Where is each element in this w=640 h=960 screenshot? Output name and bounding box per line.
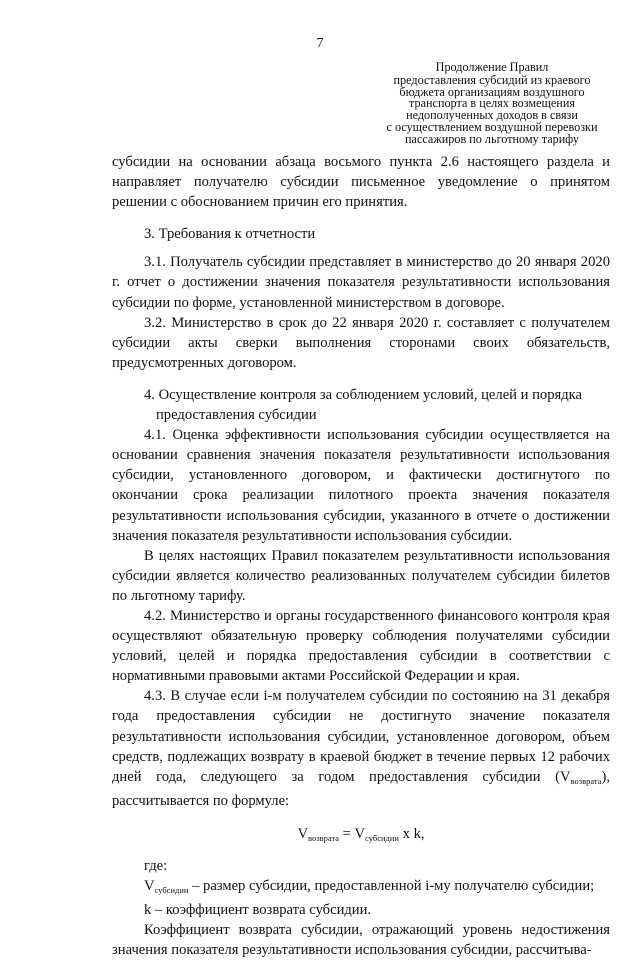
- definition-v-subsidy: $V_{субсидии}$ – размер субсидии, предоставленной i-му получателю субсидии;: [144, 878, 595, 896]
- paragraph-3-1: 3.1. Получатель субсидии представляет в министерство до 20 января 2020 г. отчет о достижении значения показателя результативности использования субсидии по форме, установленной министерством в договоре.: [112, 254, 610, 311]
- formula: $V_{возврата} = V_{субсидии}$ x k,: [297, 825, 425, 843]
- header-line: с осуществлением воздушной перевозки: [386, 119, 598, 134]
- paragraph-4-2: 4.2. Министерство и органы государственного финансового контроля края осуществляют обязательную проверку соблюдения получателями субсидии условий, целей и порядка предоставления субсидии в соответствии с нормативными правовыми актами Российской Федерации и края.: [112, 607, 610, 685]
- section-3-heading: 3. Требования к отчетности: [144, 226, 316, 243]
- paragraph-intro: субсидии на основании абзаца восьмого пункта 2.6 настоящего раздела и направляет получателю субсидии письменное уведомление о принятом решении с обоснованием причин его принятия.: [112, 154, 610, 211]
- where-label: где:: [144, 858, 168, 874]
- document-body: [112, 152, 610, 960]
- paragraph-4-3: 4.3. В случае если i-м получателем субсидии по состоянию на 31 декабря года предоставления субсидии не достигнуто значение показателя результативности использования субсидии, установленное договором, объем средств, подлежащих возврату в краевой бюджет в течение первых 12 рабочих дней года, следующего за годом предоставления субсидии $(V_{возврата})$, рассчитывается по формуле:: [112, 688, 610, 809]
- header-line: недополученных доходов в связи: [406, 108, 578, 123]
- paragraph-4-1: 4.1. Оценка эффективности использования субсидии осуществляется на основании сравнения значения показателя результативности использования субсидии, установленного договором, и фактически достигнутого по окончании срока реализации пилотного проекта значения показателя результативности использования субсидии, указанного в отчете о достижении значения показателя результативности использования субсидии.: [112, 427, 610, 544]
- header-line: бюджета организациям воздушного: [399, 84, 585, 99]
- header-line: пассажиров по льготному тарифу: [405, 131, 579, 146]
- section-4-heading: [112, 385, 610, 425]
- paragraph-4-1-note: В целях настоящих Правил показателем результативности использования субсидии является количество реализованных получателем субсидии билетов по льготному тарифу.: [112, 547, 610, 604]
- subscript: возврата: [570, 775, 602, 786]
- header-line: транспорта в целях возмещения: [409, 96, 575, 111]
- paragraph-3-2: 3.2. Министерство в срок до 22 января 2020 г. составляет с получателем субсидии акты сверки выполнения сторонами своих обязательств, предусмотренных договором.: [112, 314, 610, 371]
- header-title: Продолжение Правил: [435, 60, 549, 74]
- document-header: [372, 62, 612, 146]
- section-4-heading-line1: 4. Осуществление контроля за соблюдением условий, целей и порядка: [144, 386, 582, 403]
- definition-k: k – коэффициент возврата субсидии.: [144, 902, 372, 919]
- page-number: 7: [316, 36, 324, 51]
- paragraph-coefficient: Коэффициент возврата субсидии, отражающий уровень недостижения значения показателя результативности использования субсидии, рассчитыва-: [112, 922, 610, 959]
- section-4-heading-line2: предоставления субсидии: [156, 407, 317, 424]
- header-line: предоставления субсидий из краевого: [393, 72, 591, 87]
